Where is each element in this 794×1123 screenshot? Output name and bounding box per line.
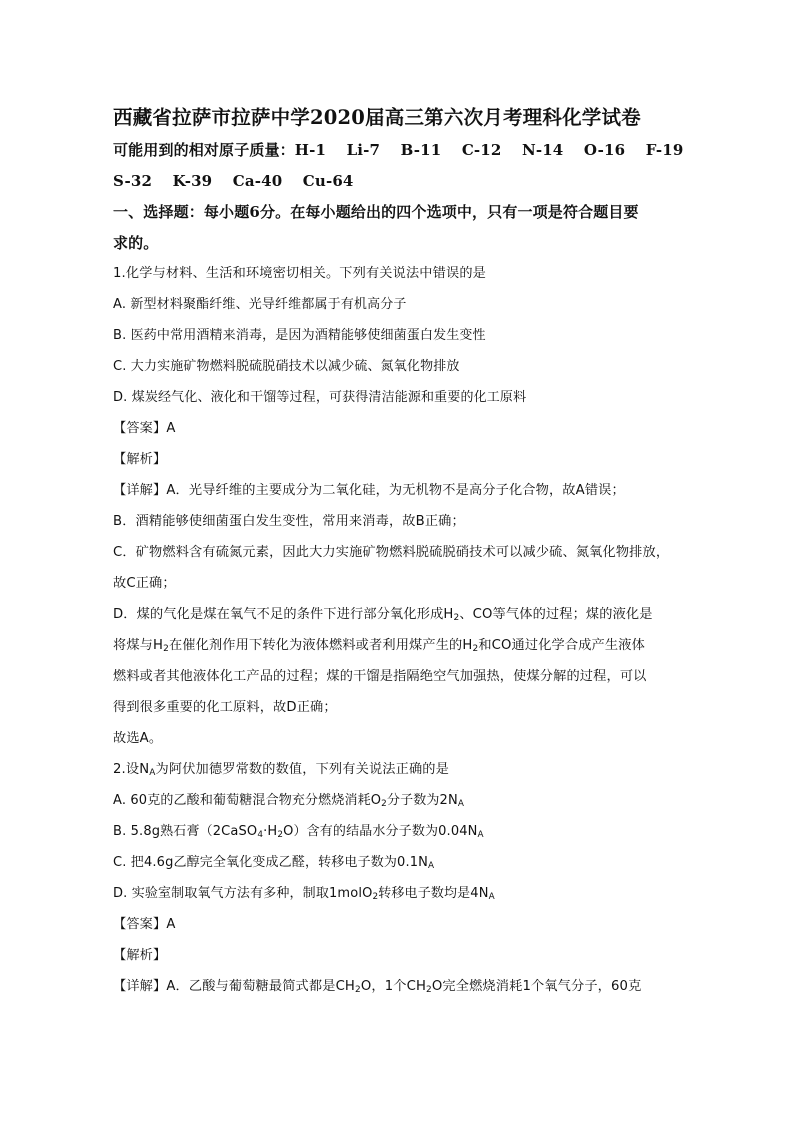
q1-detail-d-line-2: 将煤与$H_2$在催化剂作用下转化为液体燃料或者利用煤产生的$H_2$和CO通过化学合成产生液体 bbox=[113, 638, 645, 655]
q1-option-b: B. 医药中常用酒精来消毒，是因为酒精能够使细菌蛋白发生变性 bbox=[113, 328, 486, 343]
exam-title: 西藏省拉萨市拉萨中学2020届高三第六次月考理科化学试卷 bbox=[113, 106, 641, 129]
q2-analysis-heading: 【解析】 bbox=[113, 948, 167, 963]
q1-detail-d-line-3: 燃料或者其他液体化工产品的过程；煤的干馏是指隔绝空气加强热，使煤分解的过程，可以 bbox=[113, 669, 647, 684]
q1-detail-c-line-1: C．矿物燃料含有硫氮元素，因此大力实施矿物燃料脱硫脱硝技术可以减少硫、氮氧化物排放， bbox=[113, 545, 670, 560]
q1-detail-d-line-1: D．煤的气化是煤在氧气不足的条件下进行部分氧化形成$H_2$、CO等气体的过程；煤的液化是 bbox=[113, 607, 653, 624]
q1-stem: 1.化学与材料、生活和环境密切相关。下列有关说法中错误的是 bbox=[113, 266, 486, 281]
q1-detail-b: B．酒精能够使细菌蛋白发生变性，常用来消毒，故B正确； bbox=[113, 514, 465, 529]
q1-detail-d-line-4: 得到很多重要的化工原料，故D正确； bbox=[113, 700, 337, 715]
q1-option-a: A. 新型材料聚酯纤维、光导纤维都属于有机高分子 bbox=[113, 297, 407, 312]
atomic-mass-line-1: 可能用到的相对原子质量：H-1 Li-7 B-11 C-12 N-14 O-16 F-19 bbox=[113, 141, 684, 159]
q1-answer: 【答案】A bbox=[113, 421, 176, 436]
q1-option-c: C. 大力实施矿物燃料脱硫脱硝技术以减少硫、氮氧化物排放 bbox=[113, 359, 460, 374]
q2-option-c: C. 把4.6g乙醇完全氧化变成乙醛，转移电子数为$0.1N_A$ bbox=[113, 855, 435, 872]
q2-option-b: B. 5.8g熟石膏$(2CaSO_4\cdot H_2O)$含有的结晶水分子数为$0.04N_A$ bbox=[113, 824, 484, 841]
q1-analysis-heading: 【解析】 bbox=[113, 452, 167, 467]
section-heading-line-1: 一、选择题：每小题6分。在每小题给出的四个选项中，只有一项是符合题目要 bbox=[113, 203, 639, 221]
q2-stem: 2.设$N_A$为阿伏加德罗常数的数值，下列有关说法正确的是 bbox=[113, 762, 449, 779]
q1-conclusion: 故选A。 bbox=[113, 731, 163, 746]
q1-detail-c-line-2: 故C正确； bbox=[113, 576, 176, 591]
section-heading-line-2: 求的。 bbox=[113, 234, 159, 252]
atomic-mass-line-2: S-32 K-39 Ca-40 Cu-64 bbox=[113, 172, 354, 190]
q2-detail-a-line-1: 【详解】A．乙酸与葡萄糖最简式都是$CH_2O$，1个$CH_2O$完全燃烧消耗1个氧气分子，60克 bbox=[113, 979, 642, 996]
q2-option-d: D. 实验室制取氧气方法有多种，制取1molO$_2$转移电子数均是$4N_A$ bbox=[113, 886, 495, 903]
q2-option-a: A. 60克的乙酸和葡萄糖混合物充分燃烧消耗$O_2$分子数为$2N_A$ bbox=[113, 793, 465, 810]
document-content bbox=[113, 104, 685, 1008]
q2-answer: 【答案】A bbox=[113, 917, 176, 932]
q1-detail-a: 【详解】A．光导纤维的主要成分为二氧化硅，为无机物不是高分子化合物，故A错误； bbox=[113, 483, 625, 498]
q1-option-d: D. 煤炭经气化、液化和干馏等过程，可获得清洁能源和重要的化工原料 bbox=[113, 390, 527, 405]
